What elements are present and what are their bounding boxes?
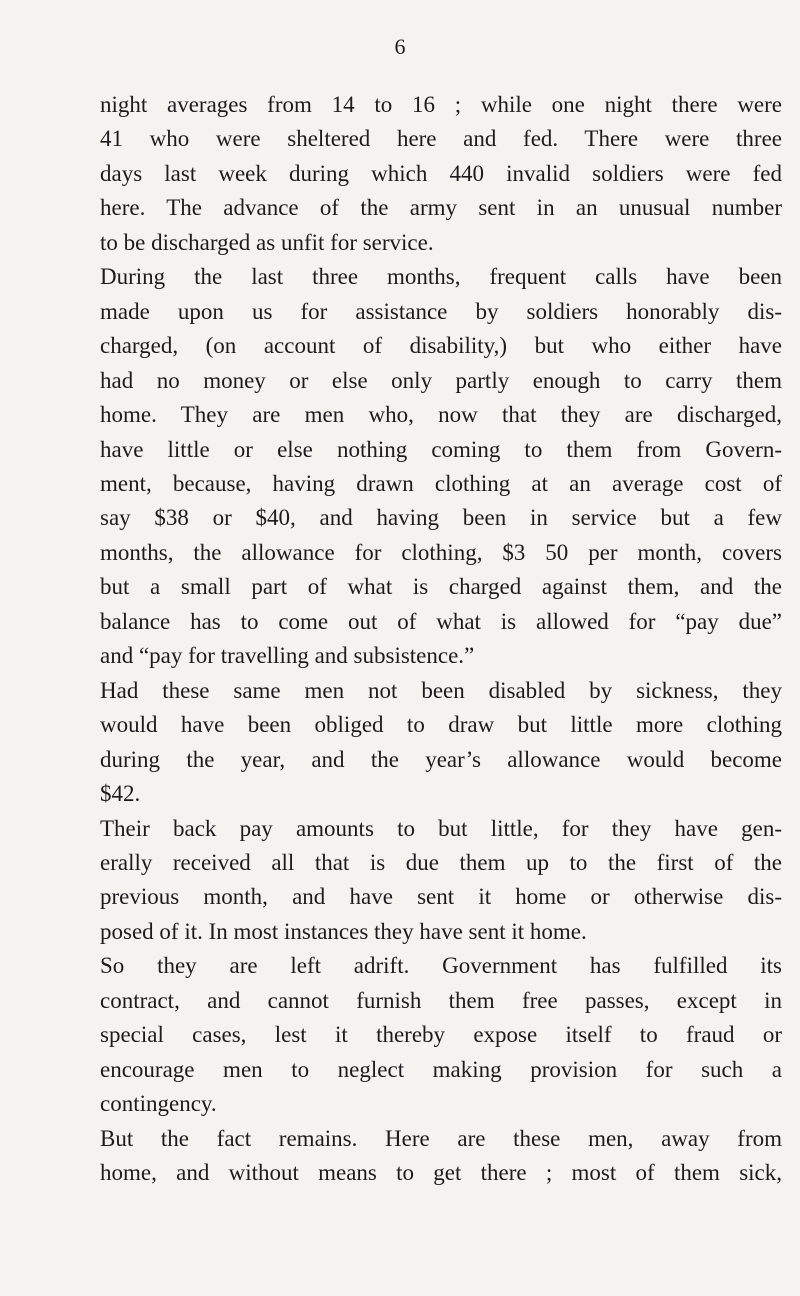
text-line: Had these same men not been disabled by sickness, they xyxy=(100,677,782,703)
text-line: and “pay for travelling and subsistence.” xyxy=(100,643,475,669)
text-line: months, the allowance for clothing, $3 50 per month, covers xyxy=(100,539,782,565)
text-line: to be discharged as unfit for service. xyxy=(100,229,434,255)
text-line: would have been obliged to draw but little more clothing xyxy=(100,712,782,738)
text-line: But the fact remains. Here are these men, away from xyxy=(100,1125,782,1151)
text-line: here. The advance of the army sent in an unusual number xyxy=(100,195,782,221)
text-line: $42. xyxy=(100,781,141,807)
text-line: charged, (on account of disability,) but who either have xyxy=(100,333,782,359)
text-line: So they are left adrift. Government has fulfilled its xyxy=(100,953,782,979)
text-line: Their back pay amounts to but little, for they have gen- xyxy=(100,815,782,841)
page-number: 6 xyxy=(394,34,406,59)
text-line: had no money or else only partly enough to carry them xyxy=(100,367,782,393)
text-line: made upon us for assistance by soldiers honorably dis- xyxy=(100,298,782,324)
text-line: encourage men to neglect making provision for such a xyxy=(100,1056,782,1082)
text-line: 41 who were sheltered here and fed. There were three xyxy=(100,126,782,152)
text-line: contingency. xyxy=(100,1091,217,1117)
text-line: previous month, and have sent it home or otherwise dis- xyxy=(100,884,782,910)
text-line: erally received all that is due them up to the first of the xyxy=(100,849,782,875)
text-line: during the year, and the year’s allowance would become xyxy=(100,746,782,772)
text-line: posed of it. In most instances they have sent it home. xyxy=(100,918,587,944)
text-line: balance has to come out of what is allowed for “pay due” xyxy=(100,608,782,634)
text-line: home, and without means to get there ; most of them sick, xyxy=(100,1160,782,1186)
text-line: days last week during which 440 invalid soldiers were fed xyxy=(100,160,782,186)
text-line: home. They are men who, now that they are discharged, xyxy=(100,402,782,428)
text-line: have little or else nothing coming to them from Govern- xyxy=(100,436,782,462)
text-line: but a small part of what is charged against them, and the xyxy=(100,574,782,600)
text-line: ment, because, having drawn clothing at an average cost of xyxy=(100,470,782,496)
text-line: During the last three months, frequent calls have been xyxy=(100,264,782,290)
text-line: contract, and cannot furnish them free passes, except in xyxy=(100,987,782,1013)
text-line: night averages from 14 to 16 ; while one night there were xyxy=(100,92,782,117)
text-line: special cases, lest it thereby expose itself to fraud or xyxy=(100,1022,782,1048)
text-line: say $38 or $40, and having been in service but a few xyxy=(100,505,782,531)
body-text xyxy=(100,88,782,1191)
